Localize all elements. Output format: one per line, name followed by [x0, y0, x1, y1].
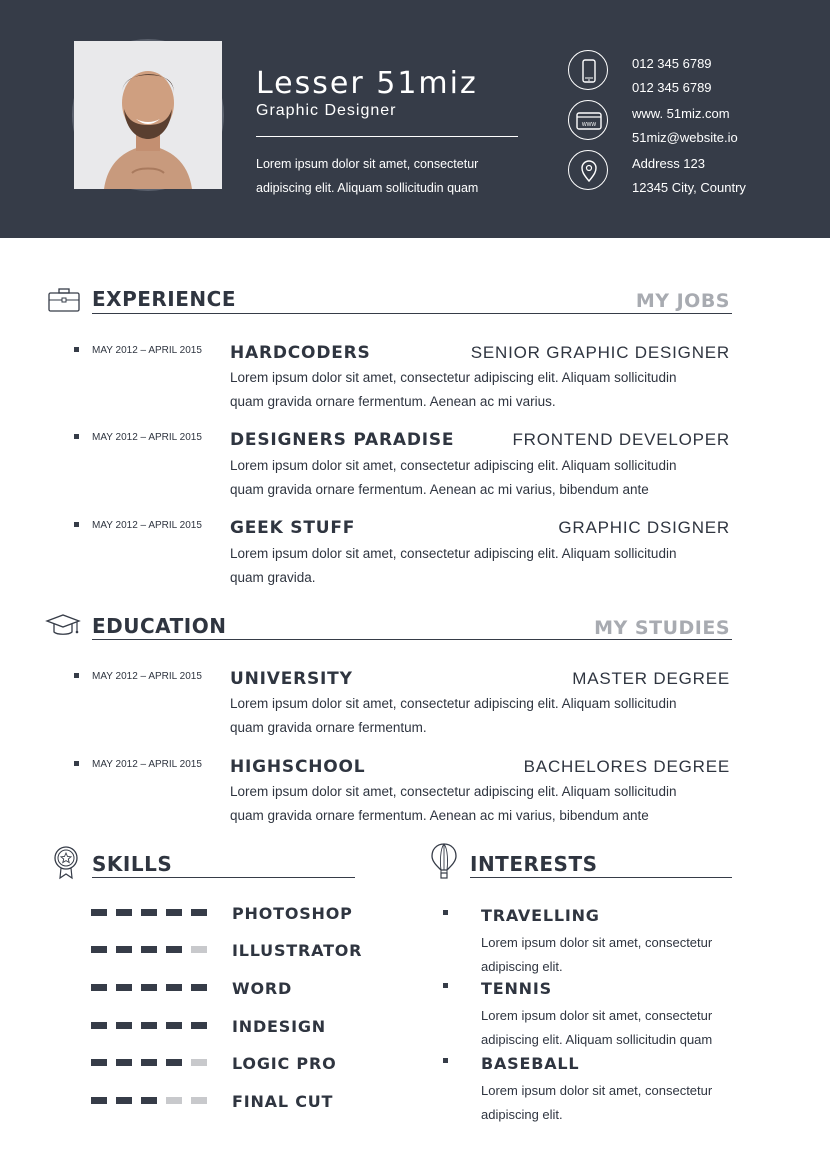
phone-number-2: 012 345 6789: [632, 80, 712, 95]
hot-air-balloon-icon: [431, 843, 457, 883]
item-organization: DESIGNERS PARADISE: [230, 430, 455, 450]
header-divider: [256, 136, 518, 137]
item-position: FRONTEND DEVELOPER: [512, 430, 730, 449]
interest-title: BASEBALL: [481, 1054, 580, 1073]
skill-name: INDESIGN: [232, 1017, 326, 1036]
item-position: BACHELORES DEGREE: [523, 757, 730, 776]
education-title: EDUCATION: [92, 614, 227, 638]
skill-segment-filled: [191, 1022, 207, 1029]
item-date: MAY 2012 – APRIL 2015: [92, 759, 202, 770]
location-pin-icon: [568, 150, 608, 190]
briefcase-icon: [48, 288, 80, 316]
item-description-line: quam gravida ornare fermentum. Aenean ac mi varius, bibendum ante: [230, 482, 649, 497]
interest-title: TENNIS: [481, 979, 552, 998]
item-description-line: Lorem ipsum dolor sit amet, consectetur adipiscing elit. Aliquam sollicitudin: [230, 458, 677, 473]
skill-segment-filled: [91, 984, 107, 991]
skill-segment-filled: [141, 1059, 157, 1066]
skill-segment-filled: [116, 984, 132, 991]
skill-segment-filled: [141, 1097, 157, 1104]
skills-rule: [92, 877, 355, 878]
skill-segment-filled: [166, 909, 182, 916]
skill-name: PHOTOSHOP: [232, 904, 353, 923]
item-organization: UNIVERSITY: [230, 669, 353, 689]
skill-name: LOGIC PRO: [232, 1054, 337, 1073]
skill-segment-filled: [166, 1059, 182, 1066]
skill-segment-filled: [166, 1022, 182, 1029]
skill-segment-filled: [141, 946, 157, 953]
education-rule: [92, 639, 732, 640]
skill-name: WORD: [232, 979, 293, 998]
skill-segment-filled: [91, 909, 107, 916]
award-badge-icon: [52, 845, 80, 883]
skill-segment-empty: [166, 1097, 182, 1104]
interests-title: INTERESTS: [470, 852, 598, 876]
item-description-line: Lorem ipsum dolor sit amet, consectetur adipiscing elit. Aliquam sollicitudin: [230, 784, 677, 799]
skills-title: SKILLS: [92, 852, 173, 876]
skill-name: ILLUSTRATOR: [232, 941, 363, 960]
item-date: MAY 2012 – APRIL 2015: [92, 345, 202, 356]
item-description-line: Lorem ipsum dolor sit amet, consectetur adipiscing elit. Aliquam sollicitudin: [230, 696, 677, 711]
address-line-2: 12345 City, Country: [632, 180, 746, 195]
item-organization: GEEK STUFF: [230, 518, 356, 538]
email-link[interactable]: 51miz@website.io: [632, 130, 738, 145]
skill-segment-filled: [91, 1022, 107, 1029]
person-role: Graphic Designer: [256, 102, 397, 119]
bullet: [74, 761, 79, 766]
item-date: MAY 2012 – APRIL 2015: [92, 432, 202, 443]
skill-segment-filled: [116, 1022, 132, 1029]
experience-rule: [92, 313, 732, 314]
skill-segment-filled: [141, 1022, 157, 1029]
skill-segment-filled: [116, 1097, 132, 1104]
skill-segment-filled: [191, 984, 207, 991]
item-date: MAY 2012 – APRIL 2015: [92, 520, 202, 531]
bullet: [443, 910, 448, 915]
skill-segment-empty: [191, 946, 207, 953]
skill-segment-filled: [166, 946, 182, 953]
interest-title: TRAVELLING: [481, 906, 600, 925]
bullet: [74, 434, 79, 439]
skill-segment-filled: [116, 946, 132, 953]
skill-segment-filled: [166, 984, 182, 991]
browser-icon: [568, 100, 608, 140]
item-organization: HARDCODERS: [230, 343, 371, 363]
item-description-line: quam gravida ornare fermentum.: [230, 720, 427, 735]
skill-segment-filled: [191, 909, 207, 916]
item-position: MASTER DEGREE: [572, 669, 730, 688]
interest-description: Lorem ipsum dolor sit amet, consectetur adipiscing elit.: [481, 935, 713, 974]
bullet: [443, 1058, 448, 1063]
skill-segment-empty: [191, 1097, 207, 1104]
bullet: [74, 522, 79, 527]
interest-description: Lorem ipsum dolor sit amet, consectetur adipiscing elit.: [481, 1083, 713, 1122]
item-position: SENIOR GRAPHIC DESIGNER: [470, 343, 730, 362]
bullet: [443, 983, 448, 988]
intro-text: Lorem ipsum dolor sit amet, consectetur adipiscing elit. Aliquam sollicitudin quam: [256, 157, 479, 195]
item-position: GRAPHIC DSIGNER: [558, 518, 730, 537]
skill-segment-filled: [116, 1059, 132, 1066]
item-description-line: quam gravida ornare fermentum. Aenean ac mi varius.: [230, 394, 556, 409]
interests-rule: [470, 877, 732, 878]
phone-icon: [568, 50, 608, 90]
phone-number-1: 012 345 6789: [632, 56, 712, 71]
skill-segment-empty: [191, 1059, 207, 1066]
education-tag: MY STUDIES: [594, 617, 730, 639]
item-organization: HIGHSCHOOL: [230, 757, 366, 777]
skill-segment-filled: [91, 1059, 107, 1066]
resume-header: [0, 0, 830, 238]
bullet: [74, 673, 79, 678]
person-name: Lesser 51miz: [256, 66, 478, 101]
skill-segment-filled: [141, 909, 157, 916]
skill-segment-filled: [116, 909, 132, 916]
address-line-1: Address 123: [632, 156, 705, 171]
bullet: [74, 347, 79, 352]
item-description-line: quam gravida.: [230, 570, 316, 585]
skill-segment-filled: [91, 946, 107, 953]
interest-description: Lorem ipsum dolor sit amet, consectetur adipiscing elit. Aliquam sollicitudin quam: [481, 1008, 713, 1047]
item-description-line: quam gravida ornare fermentum. Aenean ac mi varius, bibendum ante: [230, 808, 649, 823]
skill-name: FINAL CUT: [232, 1092, 334, 1111]
item-date: MAY 2012 – APRIL 2015: [92, 671, 202, 682]
item-description-line: Lorem ipsum dolor sit amet, consectetur adipiscing elit. Aliquam sollicitudin: [230, 546, 677, 561]
skill-segment-filled: [141, 984, 157, 991]
experience-tag: MY JOBS: [635, 290, 730, 312]
avatar: [74, 41, 222, 189]
skill-segment-filled: [91, 1097, 107, 1104]
graduation-cap-icon: [45, 613, 81, 643]
experience-title: EXPERIENCE: [92, 287, 236, 311]
item-description-line: Lorem ipsum dolor sit amet, consectetur adipiscing elit. Aliquam sollicitudin: [230, 370, 677, 385]
website-link[interactable]: www. 51miz.com: [632, 106, 730, 121]
svg-text:WWW: WWW: [581, 122, 597, 128]
